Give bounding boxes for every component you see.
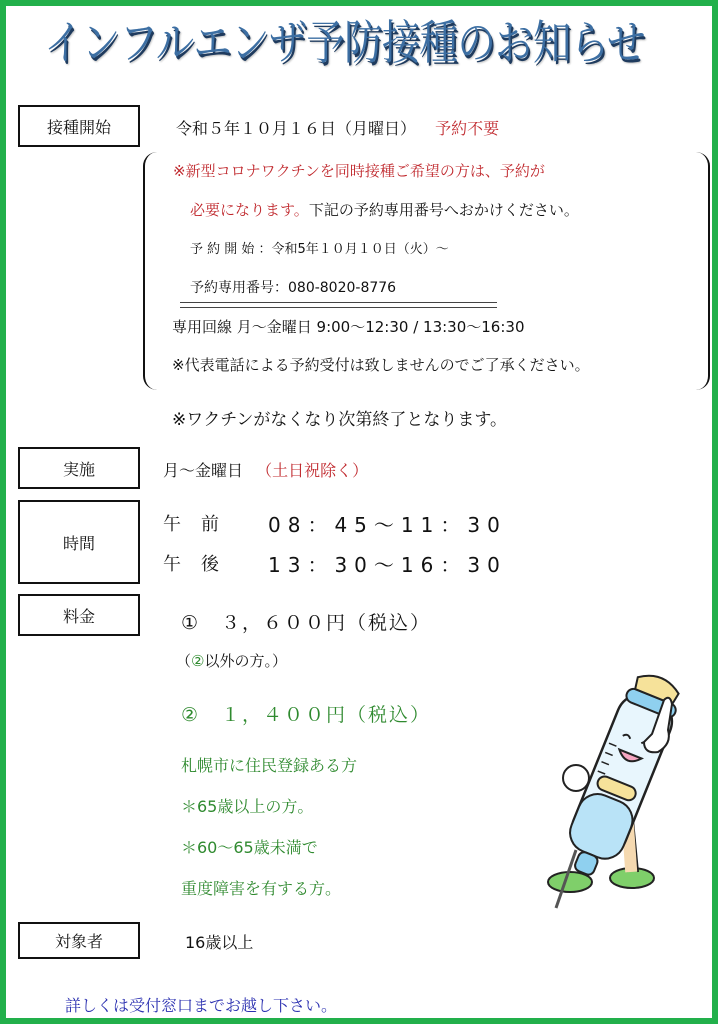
double-underline (180, 302, 497, 308)
reservation-phone (190, 277, 396, 297)
label-fee-text: 料金 (62, 606, 95, 626)
eligibility-value: 16歳以上 (185, 933, 254, 952)
am-value: 08：45～11：30 (268, 513, 507, 537)
reservation-start-label: 予 約 開 始 ： (190, 242, 272, 257)
fee1-note (176, 650, 287, 671)
phone-hours: 専用回線 月～金曜日 9:00～12:30 / 13:30～16:30 (172, 318, 525, 336)
phone-disclaimer: ※代表電話による予約受付は致しませんのでご了承ください。 (172, 356, 590, 374)
pm-label: 午 後 (163, 554, 220, 575)
fee2-condition-3: ＊60～65歳未満で (181, 838, 318, 857)
pm-value: 13：30～16：30 (268, 553, 507, 577)
covid-line2-black: 下記の予約専用番号へおかけください。 (308, 201, 579, 219)
reservation-start-value: 令和5年１０月１０日（火）～ (271, 242, 449, 257)
start-date-value: 令和５年１０月１６日（月曜日） (176, 119, 417, 138)
label-start-text: 接種開始 (46, 117, 111, 137)
fee2-condition-1: 札幌市に住民登録ある方 (181, 756, 358, 775)
page-title: インフルエンザ予防接種のお知らせ (44, 16, 645, 69)
covid-line2-red: 必要になります。 (190, 201, 309, 219)
label-start (18, 105, 140, 147)
label-hours (18, 500, 140, 584)
am-label: 午 前 (163, 514, 220, 535)
fee1: ① ３，６００円（税込） (181, 612, 432, 634)
days-text: 月～金曜日 (163, 461, 244, 480)
fee2: ② １，４００円（税込） (181, 704, 432, 726)
label-eligibility-text: 対象者 (54, 932, 103, 951)
covid-line1: ※新型コロナワクチンを同時接種ご希望の方は、予約が (173, 162, 545, 180)
covid-line2 (190, 199, 579, 220)
fee1-note-circle: ② (191, 652, 205, 670)
label-eligibility (18, 922, 140, 959)
syringe-mascot-icon (540, 660, 690, 920)
label-days-text: 実施 (62, 459, 95, 479)
phone-label: 予約専用番号： (190, 280, 288, 296)
start-note: 予約不要 (435, 119, 500, 138)
label-hours-text: 時間 (62, 533, 95, 553)
footer-note: 詳しくは受付窓口までお越し下さい。 (65, 996, 338, 1015)
fee1-note-rest: 以外の方。） (204, 652, 287, 670)
label-fee (18, 594, 140, 636)
reservation-start (190, 238, 449, 257)
fee2-condition-4: 重度障害を有する方。 (181, 879, 342, 898)
days-value (163, 458, 368, 481)
hours-pm (163, 550, 220, 576)
fee1-note-open: （ (176, 652, 192, 670)
hours-am (163, 510, 220, 536)
vaccine-note: ※ワクチンがなくなり次第終了となります。 (172, 410, 508, 430)
fee2-condition-2: ＊65歳以上の方。 (181, 797, 314, 816)
start-date (176, 116, 499, 139)
days-exception: （土日祝除く） (256, 461, 369, 480)
label-days (18, 447, 140, 489)
phone-number[interactable]: 080-8020-8776 (288, 280, 397, 296)
